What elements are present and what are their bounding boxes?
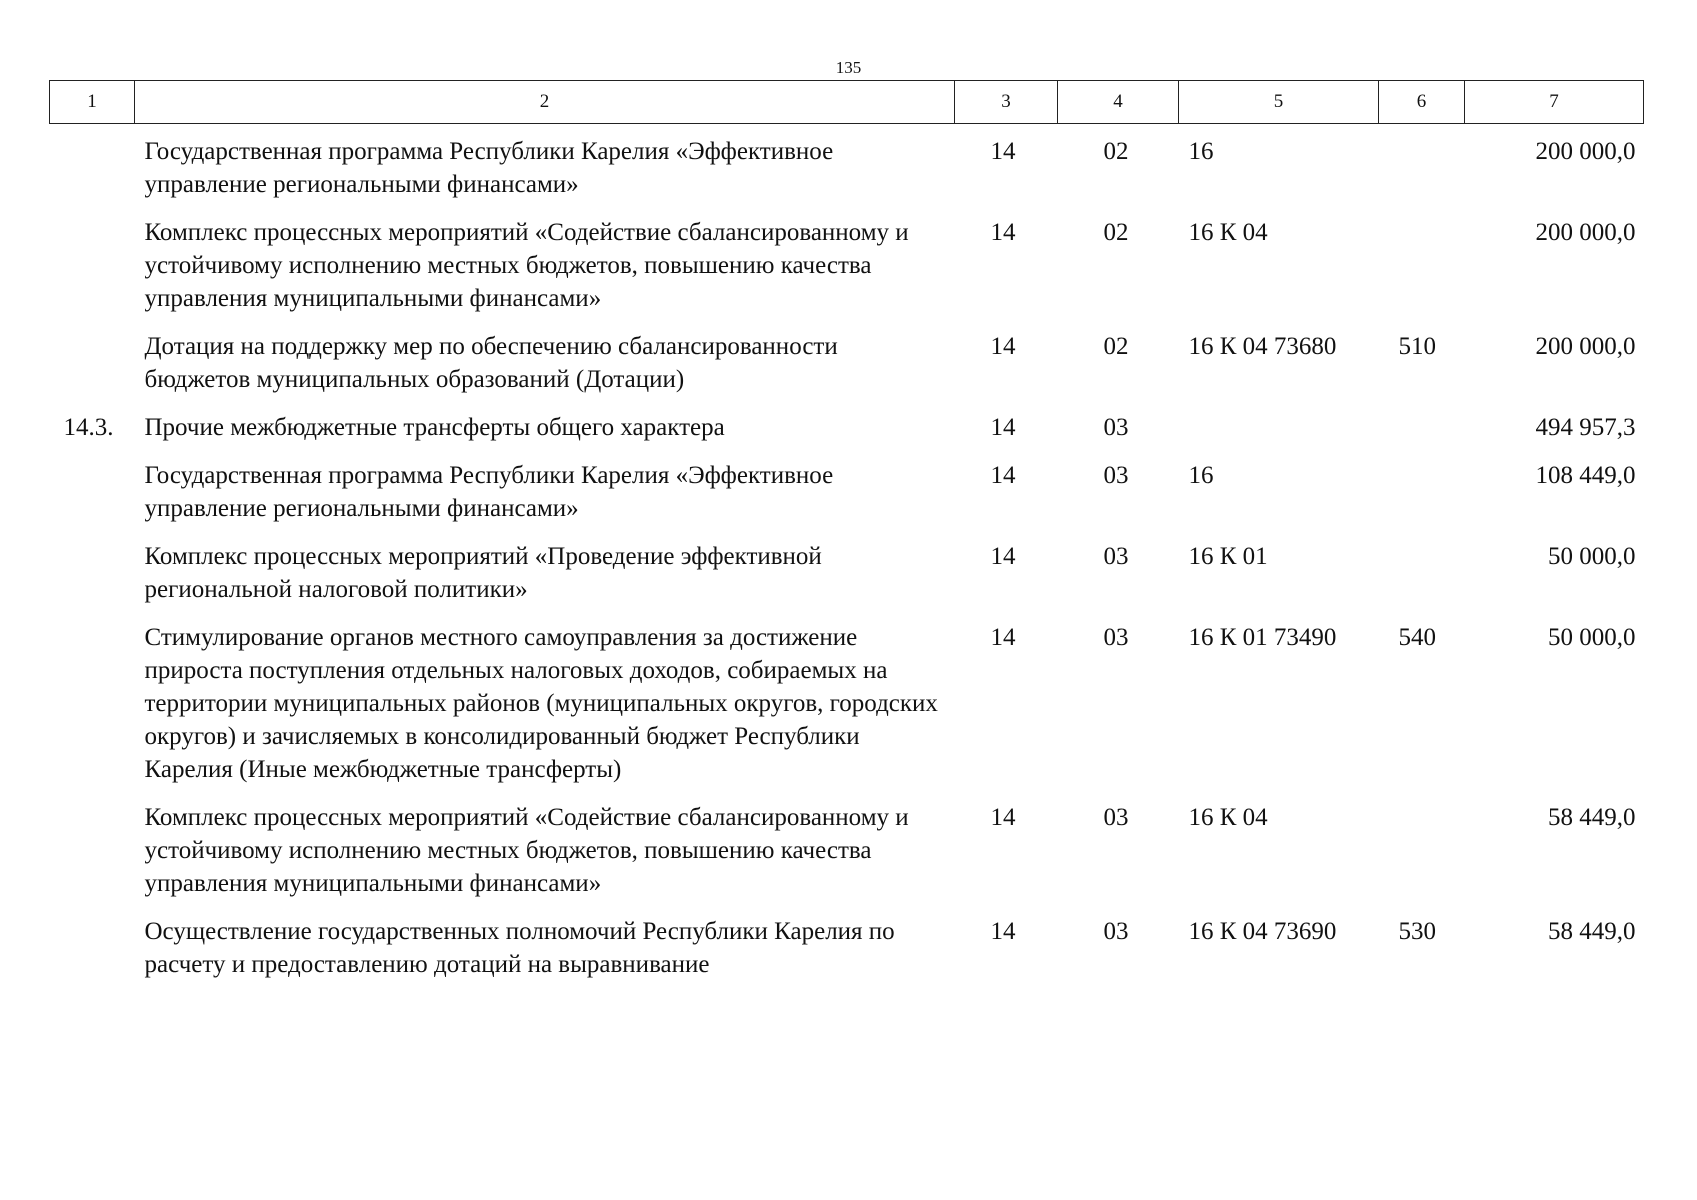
column-header: 6 <box>1379 81 1465 124</box>
row-target-article: 16 <box>1188 138 1214 165</box>
row-target-article: 16 К 04 73690 <box>1188 918 1337 945</box>
row-sum: 58 449,0 <box>1548 918 1636 945</box>
table-row <box>50 448 1644 529</box>
row-name: Стимулирование органов местного самоуправления за достижение прироста поступления отдельных налоговых доходов, собираемых на территории муниципальных районов (муниципальных округов, городских округов) и зачисляемых в консолидированный бюджет Республики Карелия (Иные межбюджетные трансферты) <box>144 624 938 783</box>
row-target-article: 16 К 01 <box>1188 543 1268 570</box>
row-number <box>50 124 135 206</box>
row-number <box>50 529 135 610</box>
table-row <box>50 319 1644 400</box>
row-expense-type <box>1379 529 1465 610</box>
row-section: 14 <box>990 543 1016 570</box>
table-row <box>50 529 1644 610</box>
row-number <box>50 610 135 790</box>
column-header: 5 <box>1179 81 1379 124</box>
row-section: 14 <box>990 219 1016 246</box>
row-sum: 58 449,0 <box>1548 804 1636 831</box>
table-row <box>50 610 1644 790</box>
row-section: 14 <box>990 918 1016 945</box>
row-target-article <box>1179 400 1379 448</box>
row-name: Дотация на поддержку мер по обеспечению сбалансированности бюджетов муниципальных образований (Дотации) <box>144 333 838 393</box>
row-number <box>50 904 135 985</box>
row-target-article: 16 <box>1188 462 1214 489</box>
row-number <box>50 448 135 529</box>
column-header: 2 <box>135 81 955 124</box>
row-target-article: 16 К 04 73680 <box>1188 333 1337 360</box>
row-name: Комплекс процессных мероприятий «Содействие сбалансированному и устойчивому исполнению местных бюджетов, повышению качества управления муниципальными финансами» <box>144 804 909 897</box>
row-subsection: 03 <box>1103 414 1129 441</box>
row-section: 14 <box>990 804 1016 831</box>
table-row <box>50 904 1644 985</box>
column-header: 4 <box>1058 81 1179 124</box>
row-number <box>50 205 135 319</box>
row-subsection: 02 <box>1103 219 1129 246</box>
row-target-article: 16 К 01 73490 <box>1188 624 1337 651</box>
table-row <box>50 124 1644 206</box>
row-subsection: 03 <box>1103 462 1129 489</box>
row-number <box>50 790 135 904</box>
column-header: 7 <box>1465 81 1644 124</box>
row-expense-type: 530 <box>1398 918 1436 945</box>
row-number: 14.3. <box>63 414 114 441</box>
row-name: Прочие межбюджетные трансферты общего характера <box>144 414 725 441</box>
row-section: 14 <box>990 414 1016 441</box>
row-section: 14 <box>990 624 1016 651</box>
row-section: 14 <box>990 333 1016 360</box>
row-target-article: 16 К 04 <box>1188 804 1268 831</box>
table-row <box>50 790 1644 904</box>
row-name: Комплекс процессных мероприятий «Содействие сбалансированному и устойчивому исполнению местных бюджетов, повышению качества управления муниципальными финансами» <box>144 219 909 312</box>
row-subsection: 03 <box>1103 624 1129 651</box>
column-number-row <box>50 81 1644 124</box>
row-expense-type: 540 <box>1398 624 1436 651</box>
row-number <box>50 319 135 400</box>
row-sum: 50 000,0 <box>1548 624 1636 651</box>
column-header: 1 <box>50 81 135 124</box>
row-expense-type <box>1379 400 1465 448</box>
table-row <box>50 400 1644 448</box>
row-sum: 494 957,3 <box>1535 414 1636 441</box>
row-subsection: 03 <box>1103 804 1129 831</box>
row-expense-type <box>1379 124 1465 206</box>
row-expense-type <box>1379 448 1465 529</box>
budget-table <box>49 80 1644 985</box>
row-sum: 108 449,0 <box>1535 462 1636 489</box>
row-expense-type <box>1379 205 1465 319</box>
row-target-article: 16 К 04 <box>1188 219 1268 246</box>
row-name: Государственная программа Республики Карелия «Эффективное управление региональными финансами» <box>144 462 834 522</box>
page-number: 135 <box>835 58 862 77</box>
row-subsection: 03 <box>1103 543 1129 570</box>
row-subsection: 02 <box>1103 333 1129 360</box>
row-section: 14 <box>990 138 1016 165</box>
row-name: Осуществление государственных полномочий Республики Карелия по расчету и предоставлению дотаций на выравнивание <box>144 918 895 978</box>
row-sum: 200 000,0 <box>1535 219 1636 246</box>
row-sum: 200 000,0 <box>1535 138 1636 165</box>
column-header: 3 <box>955 81 1058 124</box>
row-subsection: 03 <box>1103 918 1129 945</box>
row-sum: 200 000,0 <box>1535 333 1636 360</box>
row-expense-type <box>1379 790 1465 904</box>
row-sum: 50 000,0 <box>1548 543 1636 570</box>
row-name: Государственная программа Республики Карелия «Эффективное управление региональными финансами» <box>144 138 834 198</box>
row-subsection: 02 <box>1103 138 1129 165</box>
row-name: Комплекс процессных мероприятий «Проведение эффективной региональной налоговой политики» <box>144 543 822 603</box>
row-expense-type: 510 <box>1398 333 1436 360</box>
table-row <box>50 205 1644 319</box>
row-section: 14 <box>990 462 1016 489</box>
